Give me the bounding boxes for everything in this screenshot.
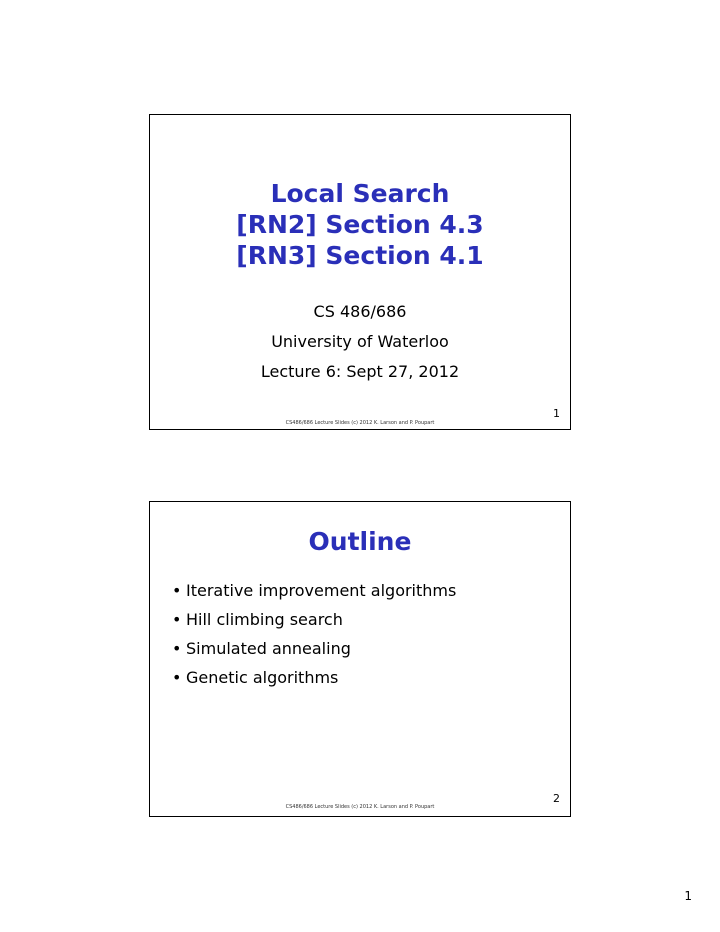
list-item	[172, 634, 456, 663]
course-code: CS 486/686	[313, 302, 407, 321]
bullet-text: Hill climbing search	[186, 610, 343, 629]
title-line: Local Search	[270, 179, 450, 208]
bullet-icon: •	[172, 581, 182, 600]
page-number: 1	[684, 889, 692, 903]
slide-2	[149, 501, 571, 817]
bullet-text: Simulated annealing	[186, 639, 351, 658]
university: University of Waterloo	[271, 332, 449, 351]
bullet-icon: •	[172, 639, 182, 658]
bullet-text: Genetic algorithms	[186, 668, 339, 687]
lecture-date: Lecture 6: Sept 27, 2012	[260, 362, 460, 381]
slide-1	[149, 114, 571, 430]
slide-number: 1	[553, 407, 560, 420]
bullet-list	[172, 576, 456, 692]
slide-footer: CS486/686 Lecture Slides (c) 2012 K. Larson and P. Poupart	[285, 420, 435, 426]
slide-number: 2	[553, 792, 560, 805]
title-line: [RN2] Section 4.3	[236, 210, 484, 239]
bullet-icon: •	[172, 668, 182, 687]
bullet-icon: •	[172, 610, 182, 629]
slide-1-subtitle	[150, 297, 570, 387]
slide-1-title	[150, 178, 570, 271]
slide-2-title: Outline	[308, 527, 412, 556]
title-line: [RN3] Section 4.1	[236, 241, 484, 270]
bullet-text: Iterative improvement algorithms	[186, 581, 457, 600]
list-item	[172, 576, 456, 605]
slide-footer: CS486/686 Lecture Slides (c) 2012 K. Larson and P. Poupart	[285, 804, 435, 810]
list-item	[172, 663, 456, 692]
list-item	[172, 605, 456, 634]
